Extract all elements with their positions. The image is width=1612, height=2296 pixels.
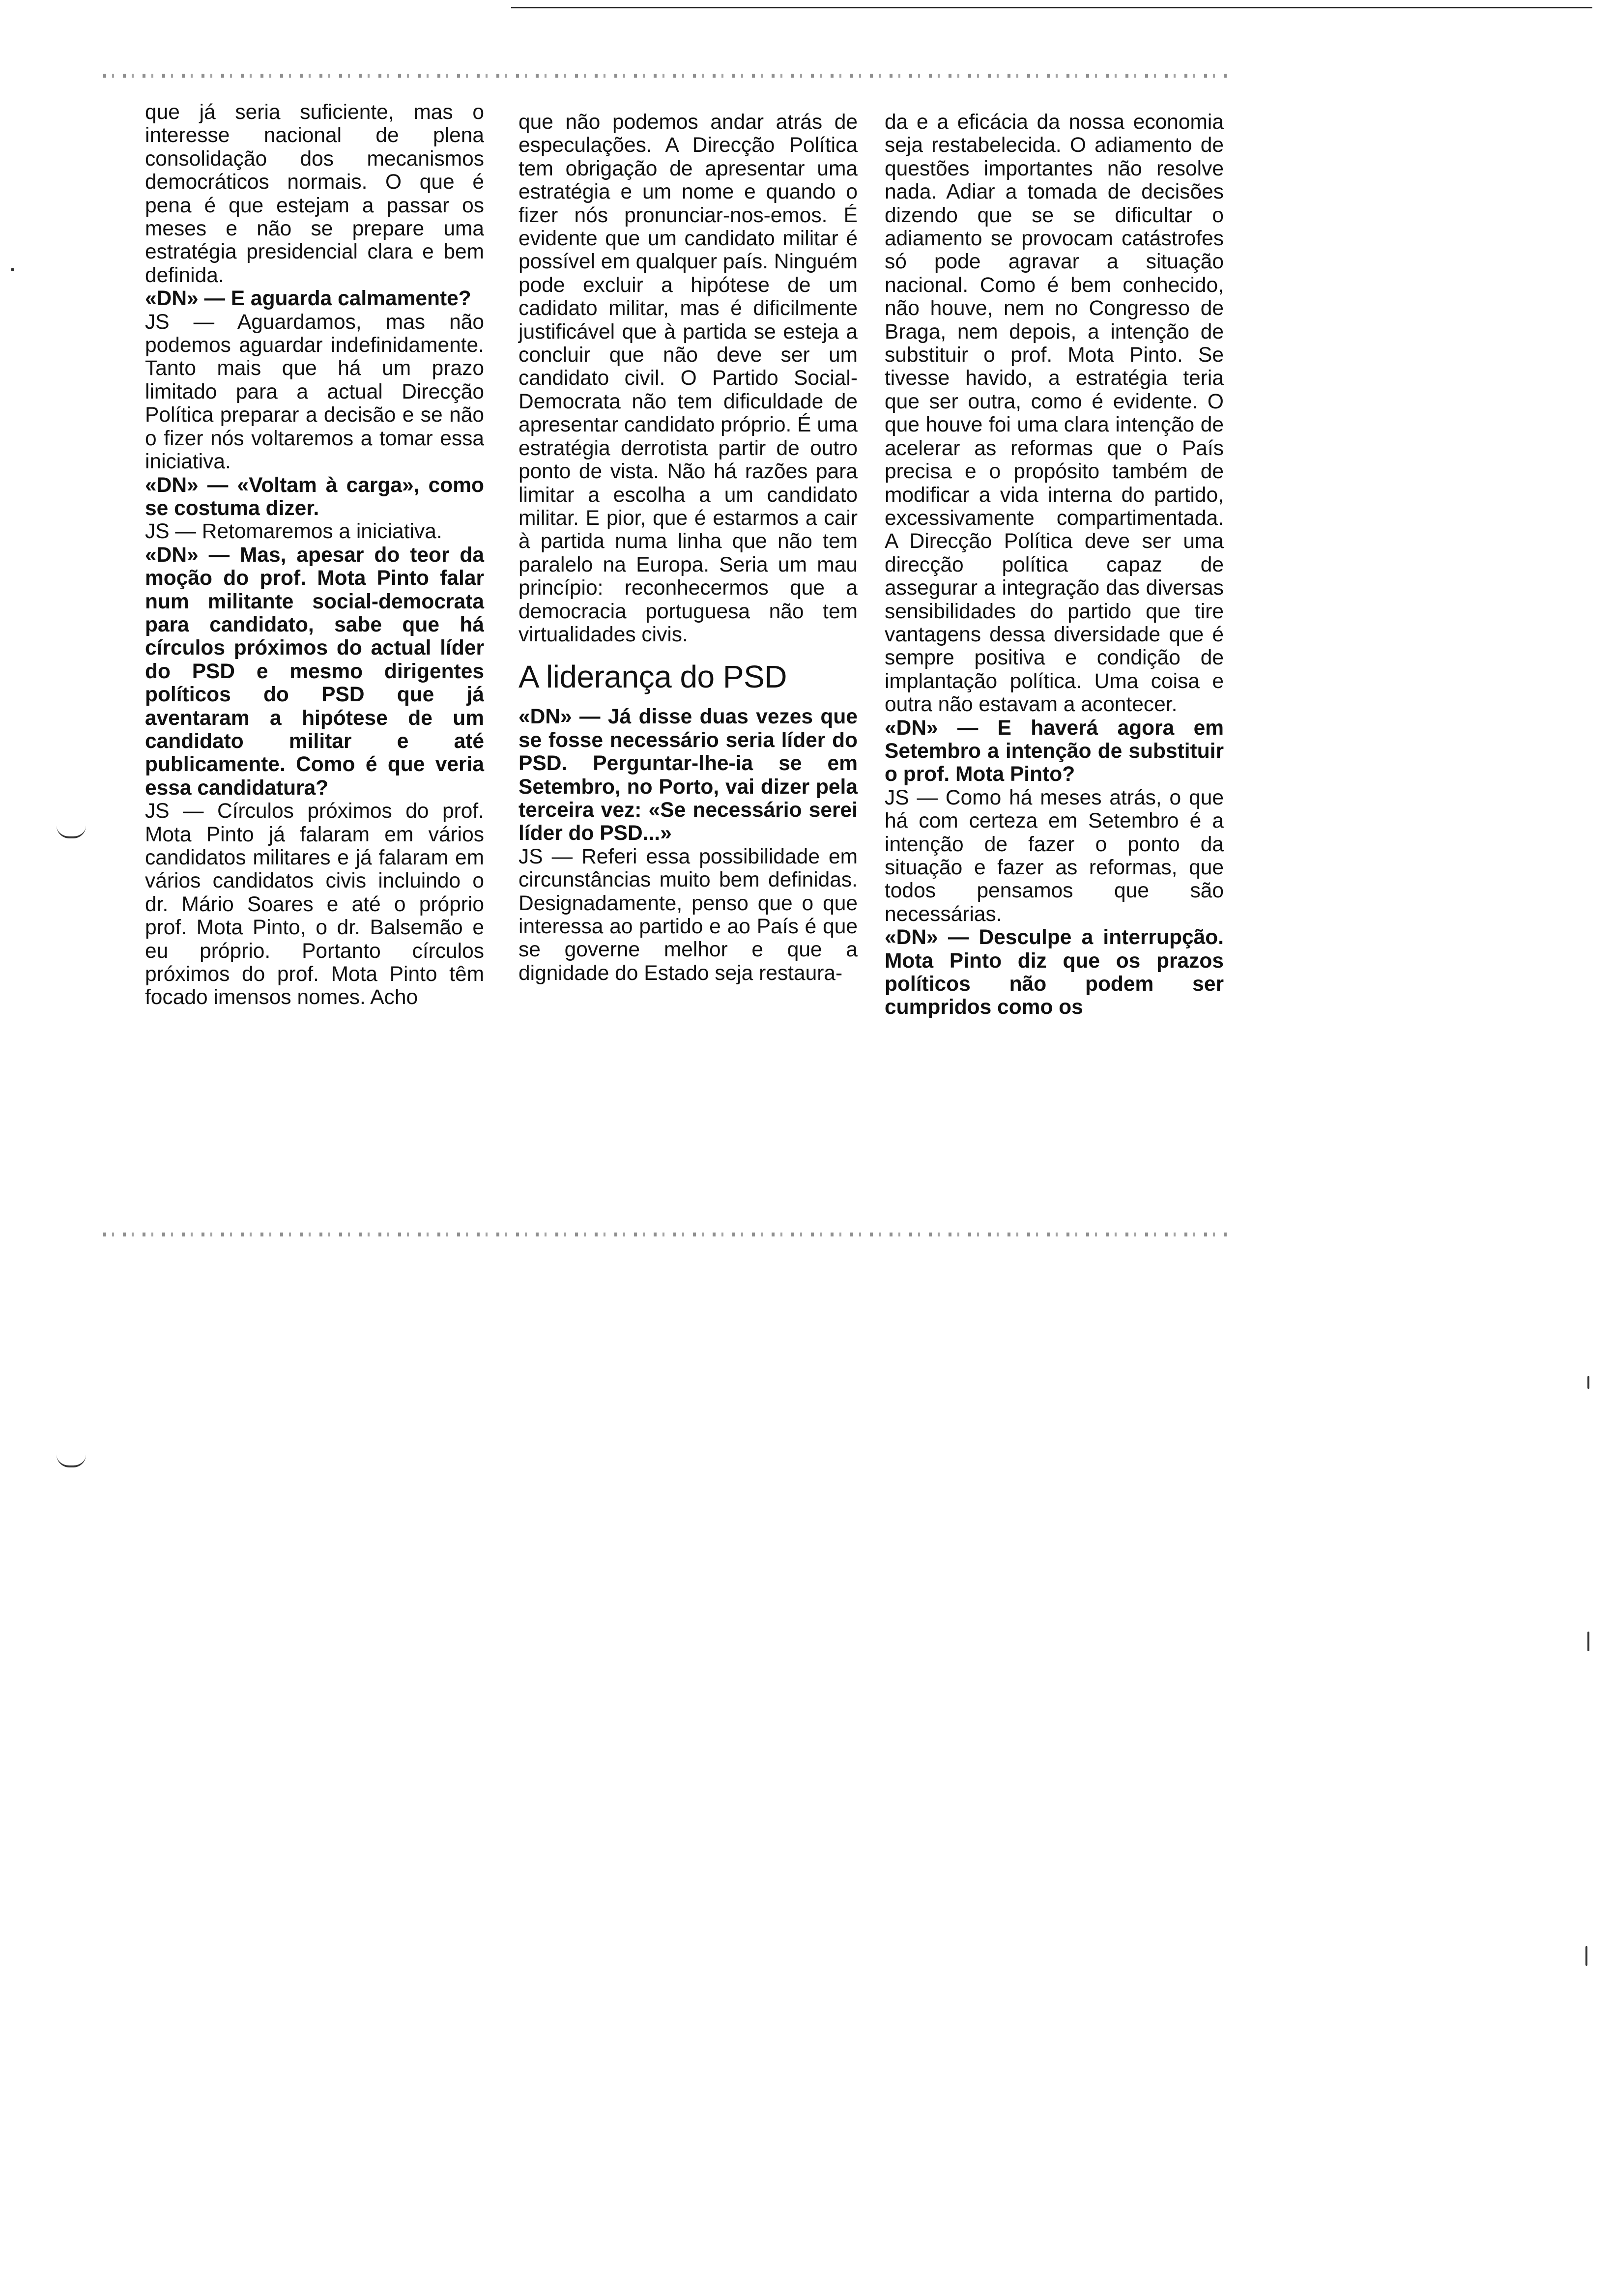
paragraph: JS — Referi essa possibilidade em circunstâncias muito bem definidas. Designadamente, penso que o que interessa ao partido e ao País é que se governe melhor e que a dignidade do Estado seja restaura- bbox=[518, 845, 858, 985]
paragraph: da e a eficácia da nossa economia seja restabelecida. O adiamento de questões importantes não resolve nada. Adiar a tomada de decisões dizendo que se se dificultar o adiamento se provocam catástrofes só pode agravar a situação nacional. Como é bem conhecido, não houve, nem no Congresso de Braga, nem depois, a intenção de substituir o prof. Mota Pinto. Se tivesse havido, a estratégia teria que ser outra, como é evidente. O que houve foi uma clara intenção de acelerar as reformas que o País precisa e o propósito também de modificar a vida interna do partido, excessivamente compartimentada. A Direcção Política deve ser uma direcção política capaz de assegurar a integração das diversas sensibilidades do partido que tire vantagens dessa diversidade que é sempre positiva e condição de implantação política. Uma coisa e outra não estavam a acontecer. bbox=[885, 111, 1224, 717]
paragraph: que não podemos andar atrás de especulações. A Direcção Política tem obrigação de apresentar uma estratégia e um nome e quando o fizer nós pronunciar-nos-emos. É evidente que um candidato militar é possível em qualquer país. Ninguém pode excluir a hipótese de um cadidato militar, mas é dificilmente justificável que à partida se esteja a concluir que não deve ser um candidato civil. O Partido Social-Democrata não tem dificuldade de apresentar candidato próprio. É uma estratégia derrotista partir de outro ponto de vista. Não há razões para limitar a escolha a um candidato militar. E pior, que é estarmos a cair à partida numa linha que não tem paralelo na Europa. Seria um mau princípio: reconhecermos que a democracia portuguesa não tem virtualidades civis. bbox=[518, 111, 858, 646]
section-subheading: A liderança do PSD bbox=[518, 659, 787, 695]
paragraph: que já seria suficiente, mas o interesse nacional de plena consolidação dos mecanismos democráticos normais. O que é pena é que estejam a passar os meses e não se prepare uma estratégia presidencial clara e bem definida. bbox=[145, 101, 484, 287]
scan-speck bbox=[1585, 1946, 1587, 1966]
clipping-bottom-edge bbox=[103, 1233, 1229, 1236]
interview-question: «DN» — E haverá agora em Setembro a intenção de substituir o prof. Mota Pinto? bbox=[885, 716, 1224, 786]
interview-question: «DN» — Mas, apesar do teor da moção do prof. Mota Pinto falar num militante social-democrata para candidato, sabe que há círculos próximos do actual líder do PSD e mesmo dirigentes políticos do PSD que já aventaram a hipótese de um candidato militar e até publicamente. Como é que veria essa candidatura? bbox=[145, 543, 484, 800]
interview-question: «DN» — «Voltam à carga», como se costuma dizer. bbox=[145, 473, 484, 520]
scan-speck bbox=[1587, 1632, 1589, 1651]
scan-mark bbox=[57, 826, 86, 838]
article-column-3 bbox=[885, 111, 1224, 1019]
scan-mark bbox=[57, 1455, 86, 1467]
interview-question: «DN» — Já disse duas vezes que se fosse necessário seria líder do PSD. Perguntar-lhe-ia se em Setembro, no Porto, vai dizer pela terceira vez: «Se necessário serei líder do PSD...» bbox=[518, 705, 858, 845]
paragraph: JS — Retomaremos a iniciativa. bbox=[145, 520, 442, 544]
paragraph: JS — Aguardamos, mas não podemos aguardar indefinidamente. Tanto mais que há um prazo limitado para a actual Direcção Política preparar a decisão e se não o fizer nós voltaremos a tomar essa iniciativa. bbox=[145, 310, 484, 474]
article-column-1 bbox=[145, 101, 484, 1009]
paragraph: JS — Como há meses atrás, o que há com certeza em Setembro é a intenção de fazer o ponto da situação e fazer as reformas, que todos pensamos que são necessárias. bbox=[885, 786, 1224, 926]
interview-question: «DN» — Desculpe a interrupção. Mota Pinto diz que os prazos políticos não podem ser cumpridos como os bbox=[885, 926, 1224, 1019]
newspaper-clipping bbox=[98, 91, 1229, 1261]
scan-speck bbox=[1587, 1376, 1589, 1389]
paragraph: JS — Círculos próximos do prof. Mota Pinto já falaram em vários candidatos militares e já falaram em vários candidatos civis incluindo o dr. Mário Soares e até o próprio prof. Mota Pinto, o dr. Balsemão e eu próprio. Portanto círculos próximos do prof. Mota Pinto têm focado imensos nomes. Acho bbox=[145, 800, 484, 1009]
article-column-2 bbox=[518, 111, 858, 985]
clipping-top-edge bbox=[103, 74, 1229, 78]
interview-question: «DN» — E aguarda calmamente? bbox=[145, 287, 471, 311]
scan-top-rule bbox=[511, 7, 1592, 8]
scan-speck bbox=[11, 268, 14, 271]
